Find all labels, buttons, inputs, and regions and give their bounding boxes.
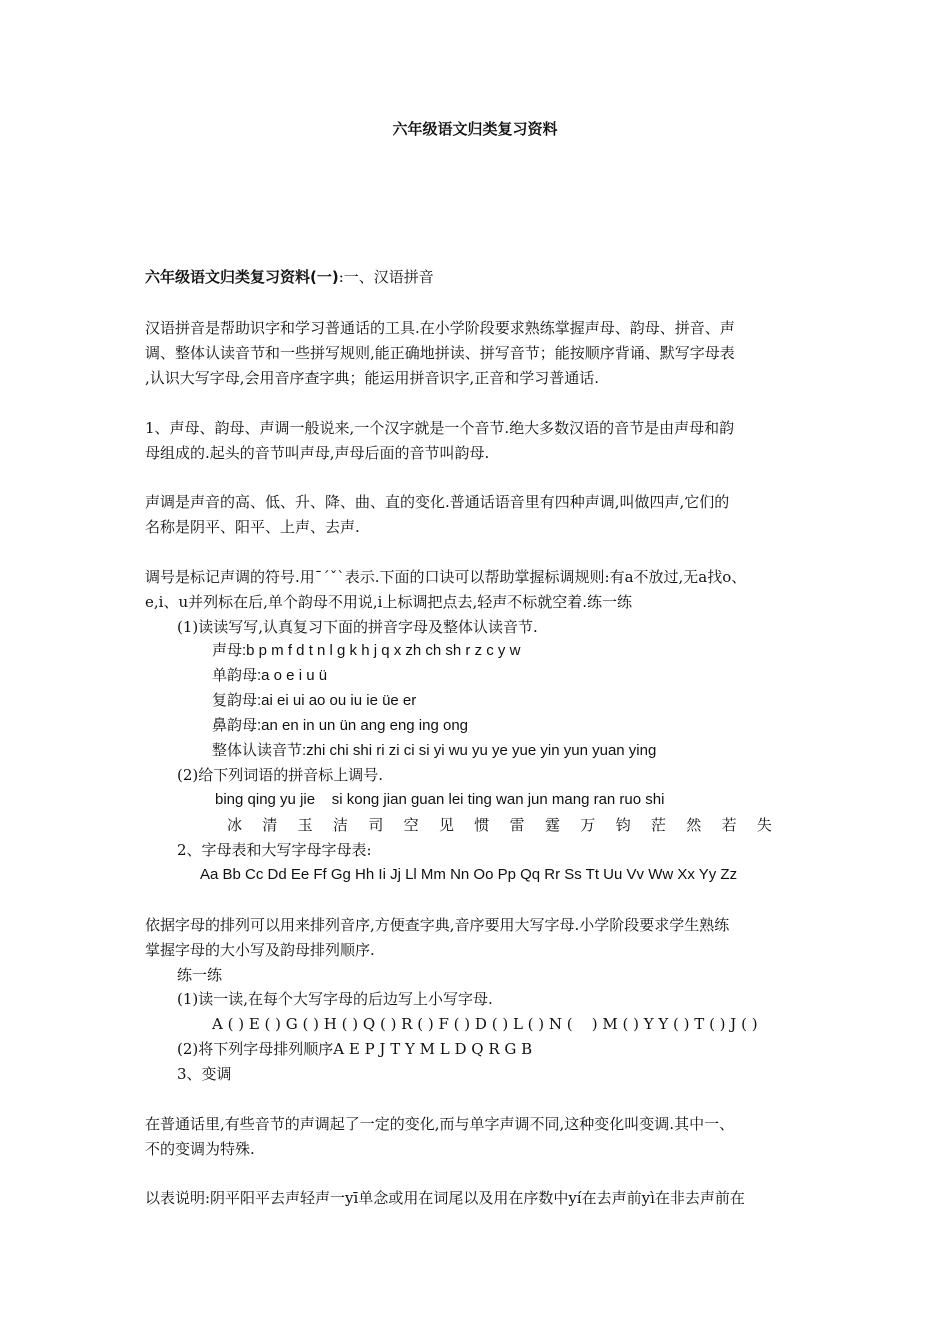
hanzi-char: 冰 [227, 816, 243, 834]
exercise-1-item: 复韵母:ai ei ui ao ou iu ie üe er [212, 692, 417, 709]
paragraph-4-line-2: 掌握字母的大小写及韵母排列顺序. [145, 941, 375, 959]
exercise-1-item: 声母:b p m f d t n l g k h j q x zh ch sh r z c y w [212, 642, 521, 659]
paragraph-5-line-2: 不的变调为特殊. [145, 1140, 255, 1158]
hanzi-char: 洁 [332, 816, 348, 834]
hanzi-char: 空 [403, 816, 419, 834]
hanzi-char: 雷 [509, 816, 525, 834]
intro-line-1: 汉语拼音是帮助识字和学习普通话的工具.在小学阶段要求熟练掌握声母、韵母、拼音、声 [145, 319, 735, 337]
hanzi-char: 然 [686, 816, 702, 834]
intro-line-2: 调、整体认读音节和一些拼写规则,能正确地拼读、拼写音节；能按顺序背诵、默写字母表 [145, 344, 735, 362]
paragraph-1-line-2: 母组成的.起头的音节叫声母,声母后面的音节叫韵母. [145, 444, 490, 462]
paragraph-6-line-1: 以表说明:阴平阳平去声轻声一yī单念或用在词尾以及用在序数中yí在去声前yì在非去声前在 [145, 1189, 745, 1207]
hanzi-char: 司 [368, 816, 384, 834]
section-heading [145, 267, 434, 287]
exercise-2-hanzi-row [227, 815, 772, 835]
hanzi-char: 惯 [474, 816, 490, 834]
practice-heading: 练一练 [177, 966, 223, 984]
hanzi-char: 若 [721, 816, 737, 834]
paragraph-2-line-2: 名称是阴平、阳平、上声、去声. [145, 518, 360, 536]
hanzi-char: 万 [580, 816, 596, 834]
paragraph-4-line-1: 依据字母的排列可以用来排列音序,方便查字典,音序要用大写字母.小学阶段要求学生熟练 [145, 916, 730, 934]
hanzi-char: 茫 [650, 816, 666, 834]
hanzi-char: 见 [438, 816, 454, 834]
document-title: 六年级语文归类复习资料 [392, 120, 558, 138]
section-heading-rest: :一、汉语拼音 [338, 268, 434, 286]
paragraph-5-line-1: 在普通话里,有些音节的声调起了一定的变化,而与单字声调不同,这种变化叫变调.其中一、 [145, 1115, 735, 1133]
exercise-1-title: (1)读读写写,认真复习下面的拼音字母及整体认读音节. [177, 618, 538, 636]
exercise-1-item: 单韵母:a o e i u ü [212, 667, 328, 684]
paragraph-2-line-1: 声调是声音的高、低、升、降、曲、直的变化.普通话语音里有四种声调,叫做四声,它们的 [145, 493, 730, 511]
hanzi-char: 清 [262, 816, 278, 834]
practice-1-line: A ( ) E ( ) G ( ) H ( ) Q ( ) R ( ) F ( ) D ( ) L ( ) N ( ) M ( ) Y Y ( ) T ( ) J ( ) [212, 1015, 758, 1033]
paragraph-3-line-2: e,i、u并列标在后,单个韵母不用说,i上标调把点去,轻声不标就空着.练一练 [145, 593, 632, 611]
exercise-2-title: (2)给下列词语的拼音标上调号. [177, 766, 384, 784]
hanzi-char: 失 [756, 816, 772, 834]
exercise-1-item: 鼻韵母:an en in un ün ang eng ing ong [212, 717, 469, 734]
practice-2-line: (2)将下列字母排列顺序A E P J T Y M L D Q R G B [177, 1040, 533, 1058]
hanzi-char: 钧 [615, 816, 631, 834]
hanzi-char: 霆 [544, 816, 560, 834]
paragraph-3-line-1: 调号是标记声调的符号.用ˉˊˇˋ表示.下面的口诀可以帮助掌握标调规则:有a不放过,无a找o、 [145, 568, 747, 586]
exercise-2-pinyin: bing qing yu jie si kong jian guan lei ting wan jun mang ran ruo shi [215, 791, 665, 808]
exercise-1-item: 整体认读音节:zhi chi shi ri zi ci si yi wu yu ye yue yin yun yuan ying [212, 742, 657, 759]
paragraph-1-line-1: 1、声母、韵母、声调一般说来,一个汉字就是一个音节.绝大多数汉语的音节是由声母和韵 [145, 419, 735, 437]
alphabet-line: Aa Bb Cc Dd Ee Ff Gg Hh Ii Jj Ll Mm Nn Oo Pp Qq Rr Ss Tt Uu Vv Ww Xx Yy Zz [200, 866, 738, 883]
hanzi-char: 玉 [297, 816, 313, 834]
section-3-title: 3、变调 [177, 1065, 232, 1083]
practice-1-title: (1)读一读,在每个大写字母的后边写上小写字母. [177, 990, 493, 1008]
intro-line-3: ,认识大写字母,会用音序查字典；能运用拼音识字,正音和学习普通话. [145, 369, 600, 387]
section-2-title: 2、字母表和大写字母字母表: [177, 841, 372, 859]
section-heading-bold: 六年级语文归类复习资料(一) [145, 268, 339, 286]
